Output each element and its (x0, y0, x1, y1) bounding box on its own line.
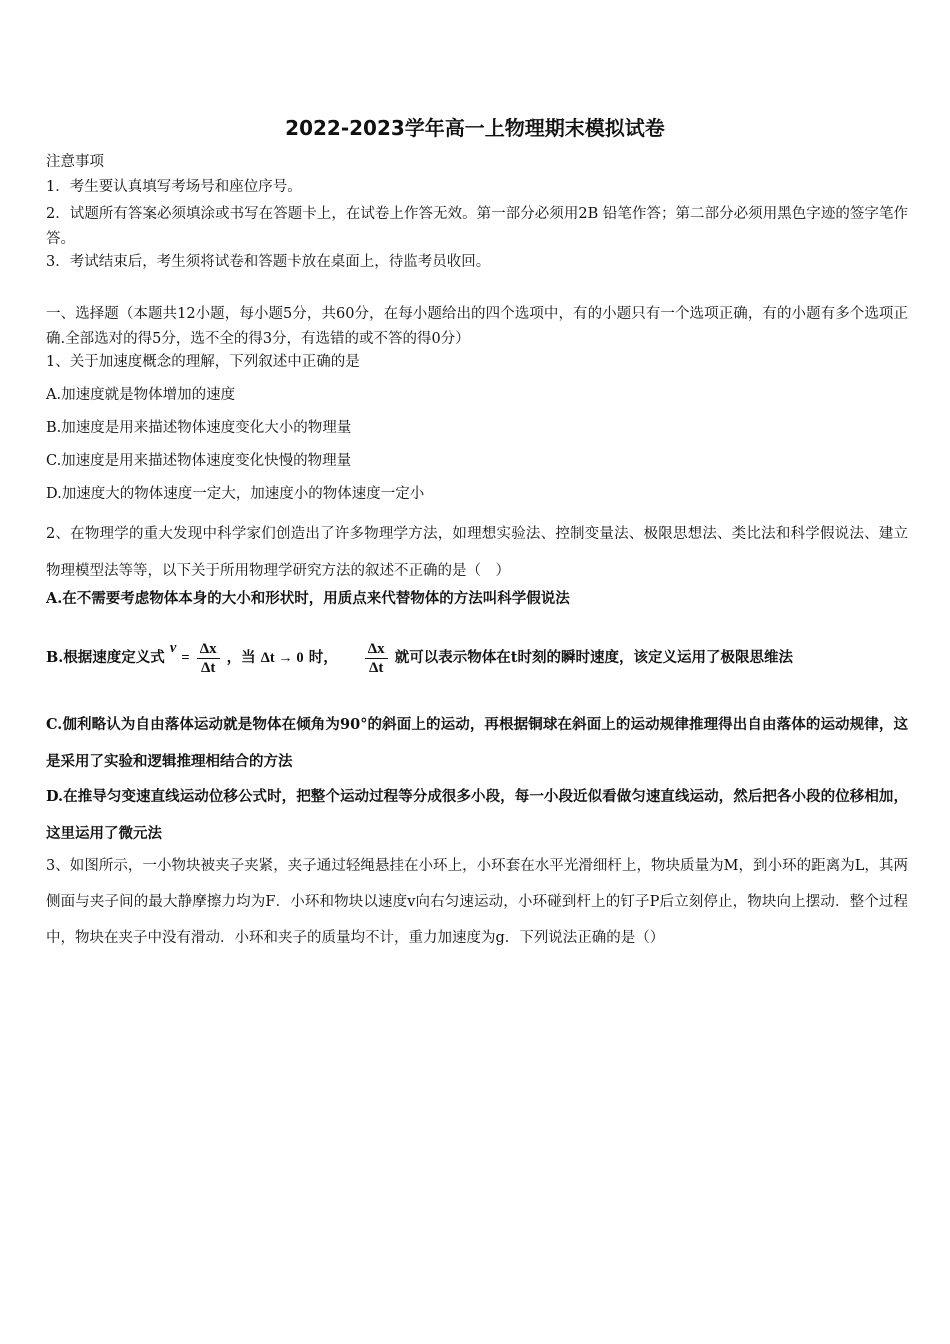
limit-expression: Δt → 0 (260, 650, 304, 666)
q1-stem: 1、关于加速度概念的理解，下列叙述中正确的是 (46, 354, 360, 370)
q1-option-c: C.加速度是用来描述物体速度变化快慢的物理量 (46, 453, 352, 469)
fraction-numerator: Δx (365, 640, 388, 659)
q2-option-b-pre: B.根据速度定义式 (46, 649, 165, 666)
notice-item-1: 1．考生要认真填写考场号和座位序号。 (46, 179, 302, 195)
notice-item-2: 2．试题所有答案必须填涂或书写在答题卡上，在试卷上作答无效。第一部分必须用2B 铅笔作答；第二部分必须用黑色字迹的签字笔作答。 (46, 206, 908, 247)
q2-option-b-mid: ，当 (226, 649, 256, 666)
fraction-ratio (365, 640, 388, 677)
q2-option-b (46, 628, 908, 678)
q2-option-a: A.在不需要考虑物体本身的大小和形状时，用质点来代替物体的方法叫科学假说法 (46, 590, 570, 607)
q2-option-c: C.伽利略认为自由落体运动就是物体在倾角为90°的斜面上的运动，再根据铜球在斜面上的运动规律推理得出自由落体的运动规律，这是采用了实验和逻辑推理相结合的方法 (46, 716, 908, 770)
notice-heading: 注意事项 (46, 154, 104, 170)
q1-option-b: B.加速度是用来描述物体速度变化大小的物理量 (46, 420, 352, 436)
fraction-velocity (197, 640, 220, 677)
section-header: 一、选择题（本题共12小题，每小题5分，共60分，在每小题给出的四个选项中，有的小题只有一个选项正确，有的小题有多个选项正确.全部选对的得5分，选不全的得3分，有选错的或不答的得0分） (46, 306, 908, 347)
fraction-numerator: Δx (197, 640, 220, 659)
notice-item-3: 3．考试结束后，考生须将试卷和答题卡放在桌面上，待监考员收回。 (46, 254, 491, 270)
q3-stem: 3、如图所示，一小物块被夹子夹紧，夹子通过轻绳悬挂在小环上，小环套在水平光滑细杆上，物块质量为M，到小环的距离为L，其两侧面与夹子间的最大静摩擦力均为F．小环和物块以速度v向右匀速运动，小环碰到杆上的钉子P后立刻停止，物块向上摆动．整个过程中，物块在夹子中没有滑动．小环和夹子的质量均不计，重力加速度为g．下列说法正确的是（） (46, 858, 908, 946)
fraction-denominator: Δt (369, 659, 384, 676)
q2-option-b-post: 就可以表示物体在t时刻的瞬时速度，该定义运用了极限思维法 (394, 649, 793, 666)
fraction-denominator: Δt (200, 659, 216, 676)
page-title: 2022-2023学年高一上物理期末模拟试卷 (285, 116, 665, 140)
velocity-symbol: v (169, 640, 177, 656)
equals-sign: = (181, 650, 190, 666)
q2-stem: 2、在物理学的重大发现中科学家们创造出了许多物理学方法，如理想实验法、控制变量法、极限思想法、类比法和科学假说法、建立物理模型法等等，以下关于所用物理学研究方法的叙述不正确的是（ ） (46, 526, 908, 579)
q2-option-d: D.在推导匀变速直线运动位移公式时，把整个运动过程等分成很多小段，每一小段近似看做匀速直线运动，然后把各小段的位移相加，这里运用了微元法 (46, 788, 908, 842)
q2-option-b-mid2: 时， (308, 649, 338, 666)
q1-option-d: D.加速度大的物体速度一定大，加速度小的物体速度一定小 (46, 486, 425, 502)
q1-option-a: A.加速度就是物体增加的速度 (46, 387, 236, 403)
